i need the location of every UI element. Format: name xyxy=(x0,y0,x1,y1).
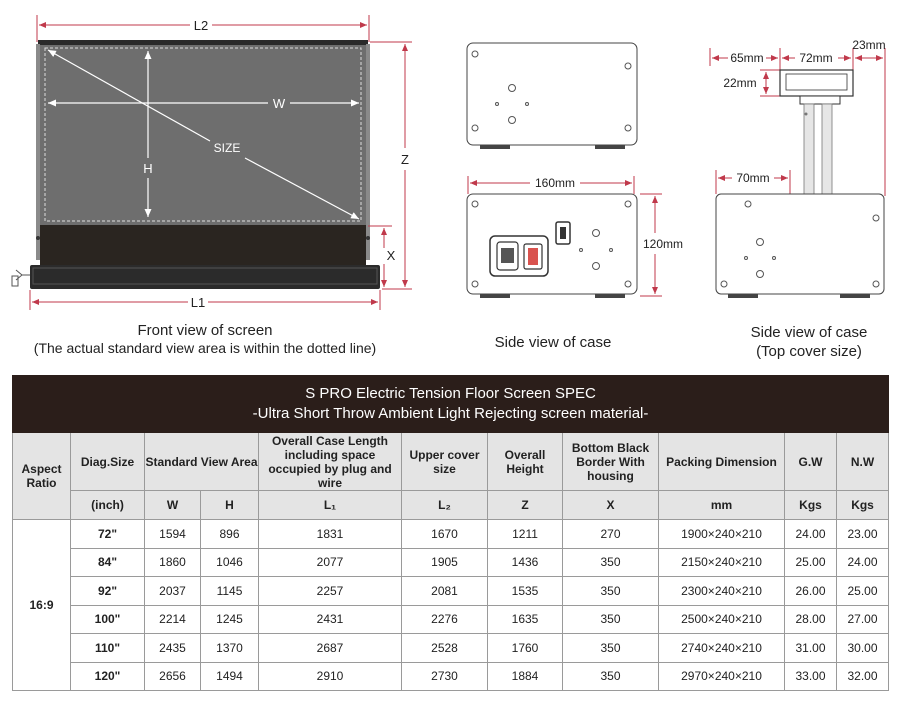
cell-z: 1535 xyxy=(488,577,563,606)
cell-w: 2435 xyxy=(145,634,201,663)
header-aspect-ratio: Aspect Ratio xyxy=(13,433,71,520)
header-gross-weight: G.W xyxy=(785,433,837,491)
cell-w: 1860 xyxy=(145,548,201,577)
table-title-line1: S PRO Electric Tension Floor Screen SPEC xyxy=(305,385,596,402)
cell-gw: 24.00 xyxy=(785,520,837,549)
case-housing xyxy=(30,265,380,289)
front-view-caption-title: Front view of screen xyxy=(137,322,273,339)
cell-w: 1594 xyxy=(145,520,201,549)
cell-w: 2656 xyxy=(145,662,201,691)
cell-x: 350 xyxy=(563,662,659,691)
cell-h: 1046 xyxy=(201,548,259,577)
cell-h: 1494 xyxy=(201,662,259,691)
table-row xyxy=(13,548,889,577)
header-bottom-black-border: Bottom Black Border With housing xyxy=(563,433,659,491)
cell-gw: 28.00 xyxy=(785,605,837,634)
header-standard-view-area: Standard View Area xyxy=(145,433,259,491)
cell-l2: 1670 xyxy=(402,520,488,549)
unit-x: X xyxy=(563,491,659,520)
screen-area xyxy=(40,45,366,225)
cell-packing: 2970×240×210 xyxy=(659,662,785,691)
label-z: Z xyxy=(401,152,409,167)
unit-l1: L₁ xyxy=(259,491,402,520)
cell-h: 896 xyxy=(201,520,259,549)
label-120mm: 120mm xyxy=(642,237,684,251)
unit-diag: (inch) xyxy=(71,491,145,520)
cell-h: 1245 xyxy=(201,605,259,634)
unit-w: W xyxy=(145,491,201,520)
unit-gw: Kgs xyxy=(785,491,837,520)
top-cover-diagram xyxy=(710,38,886,298)
front-view-caption-note: (The actual standard view area is within the dotted line) xyxy=(33,340,377,356)
cell-packing: 1900×240×210 xyxy=(659,520,785,549)
table-row xyxy=(13,577,889,606)
cell-gw: 25.00 xyxy=(785,548,837,577)
cell-z: 1760 xyxy=(488,634,563,663)
label-23mm: 23mm xyxy=(852,38,886,52)
table-row xyxy=(13,634,889,663)
cell-packing: 2300×240×210 xyxy=(659,577,785,606)
cell-diag: 120" xyxy=(71,662,145,691)
cell-l2: 2730 xyxy=(402,662,488,691)
cell-w: 2214 xyxy=(145,605,201,634)
front-view-diagram xyxy=(12,15,412,310)
table-row xyxy=(13,605,889,634)
side-view-caption xyxy=(470,333,636,352)
cell-packing: 2740×240×210 xyxy=(659,634,785,663)
bottom-black-border xyxy=(40,225,366,265)
header-net-weight: N.W xyxy=(837,433,889,491)
table-row xyxy=(13,520,889,549)
cell-l1: 2687 xyxy=(259,634,402,663)
cell-gw: 31.00 xyxy=(785,634,837,663)
cell-nw: 32.00 xyxy=(837,662,889,691)
cell-x: 270 xyxy=(563,520,659,549)
cell-z: 1884 xyxy=(488,662,563,691)
cell-packing: 2150×240×210 xyxy=(659,548,785,577)
cell-z: 1436 xyxy=(488,548,563,577)
cell-nw: 25.00 xyxy=(837,577,889,606)
cell-h: 1145 xyxy=(201,577,259,606)
table-title-row xyxy=(13,376,889,433)
top-cover-caption-note: (Top cover size) xyxy=(756,343,862,360)
unit-h: H xyxy=(201,491,259,520)
cell-gw: 33.00 xyxy=(785,662,837,691)
label-h: H xyxy=(143,161,153,176)
label-w: W xyxy=(272,96,286,111)
cell-nw: 30.00 xyxy=(837,634,889,663)
spec-table xyxy=(12,375,889,691)
cell-x: 350 xyxy=(563,548,659,577)
cell-nw: 23.00 xyxy=(837,520,889,549)
label-22mm: 22mm xyxy=(723,76,757,90)
label-l2: L2 xyxy=(193,18,209,33)
table-row xyxy=(13,662,889,691)
label-72mm: 72mm xyxy=(799,51,833,65)
cell-packing: 2500×240×210 xyxy=(659,605,785,634)
header-overall-case-length: Overall Case Length including space occupied by plug and wire xyxy=(259,433,402,491)
cell-nw: 24.00 xyxy=(837,548,889,577)
cell-l2: 2528 xyxy=(402,634,488,663)
cell-x: 350 xyxy=(563,605,659,634)
cell-l1: 1831 xyxy=(259,520,402,549)
cell-diag: 110" xyxy=(71,634,145,663)
unit-l2: L₂ xyxy=(402,491,488,520)
cell-x: 350 xyxy=(563,577,659,606)
cell-l1: 2431 xyxy=(259,605,402,634)
front-view-caption xyxy=(0,321,410,357)
side-view-caption-title: Side view of case xyxy=(494,334,612,351)
top-cover-caption xyxy=(716,323,900,361)
label-160mm: 160mm xyxy=(534,176,576,190)
cell-l1: 2910 xyxy=(259,662,402,691)
cell-l2: 1905 xyxy=(402,548,488,577)
table-title xyxy=(13,376,889,433)
header-packing-dimension: Packing Dimension xyxy=(659,433,785,491)
label-x: X xyxy=(386,248,396,263)
cell-x: 350 xyxy=(563,634,659,663)
cell-l2: 2081 xyxy=(402,577,488,606)
header-overall-height: Overall Height xyxy=(488,433,563,491)
side-view-case-top xyxy=(467,43,637,149)
cell-z: 1635 xyxy=(488,605,563,634)
cell-nw: 27.00 xyxy=(837,605,889,634)
table-title-line2: -Ultra Short Throw Ambient Light Rejecting screen material- xyxy=(252,405,649,422)
unit-nw: Kgs xyxy=(837,491,889,520)
side-view-case xyxy=(467,176,683,298)
unit-packing: mm xyxy=(659,491,785,520)
cell-w: 2037 xyxy=(145,577,201,606)
cell-diag: 72" xyxy=(71,520,145,549)
cell-l2: 2276 xyxy=(402,605,488,634)
top-cover-caption-title: Side view of case xyxy=(750,324,868,341)
aspect-ratio-value: 16:9 xyxy=(13,520,71,691)
label-size: SIZE xyxy=(213,141,241,155)
cell-diag: 84" xyxy=(71,548,145,577)
cell-l1: 2257 xyxy=(259,577,402,606)
label-l1: L1 xyxy=(190,295,206,310)
header-diag-size: Diag.Size xyxy=(71,433,145,491)
header-upper-cover-size: Upper cover size xyxy=(402,433,488,491)
cell-l1: 2077 xyxy=(259,548,402,577)
label-70mm: 70mm xyxy=(736,171,770,185)
label-65mm: 65mm xyxy=(730,51,764,65)
cell-h: 1370 xyxy=(201,634,259,663)
table-unit-row xyxy=(13,491,889,520)
cell-z: 1211 xyxy=(488,520,563,549)
cell-diag: 92" xyxy=(71,577,145,606)
table-header-row xyxy=(13,433,889,491)
unit-z: Z xyxy=(488,491,563,520)
cell-diag: 100" xyxy=(71,605,145,634)
cell-gw: 26.00 xyxy=(785,577,837,606)
